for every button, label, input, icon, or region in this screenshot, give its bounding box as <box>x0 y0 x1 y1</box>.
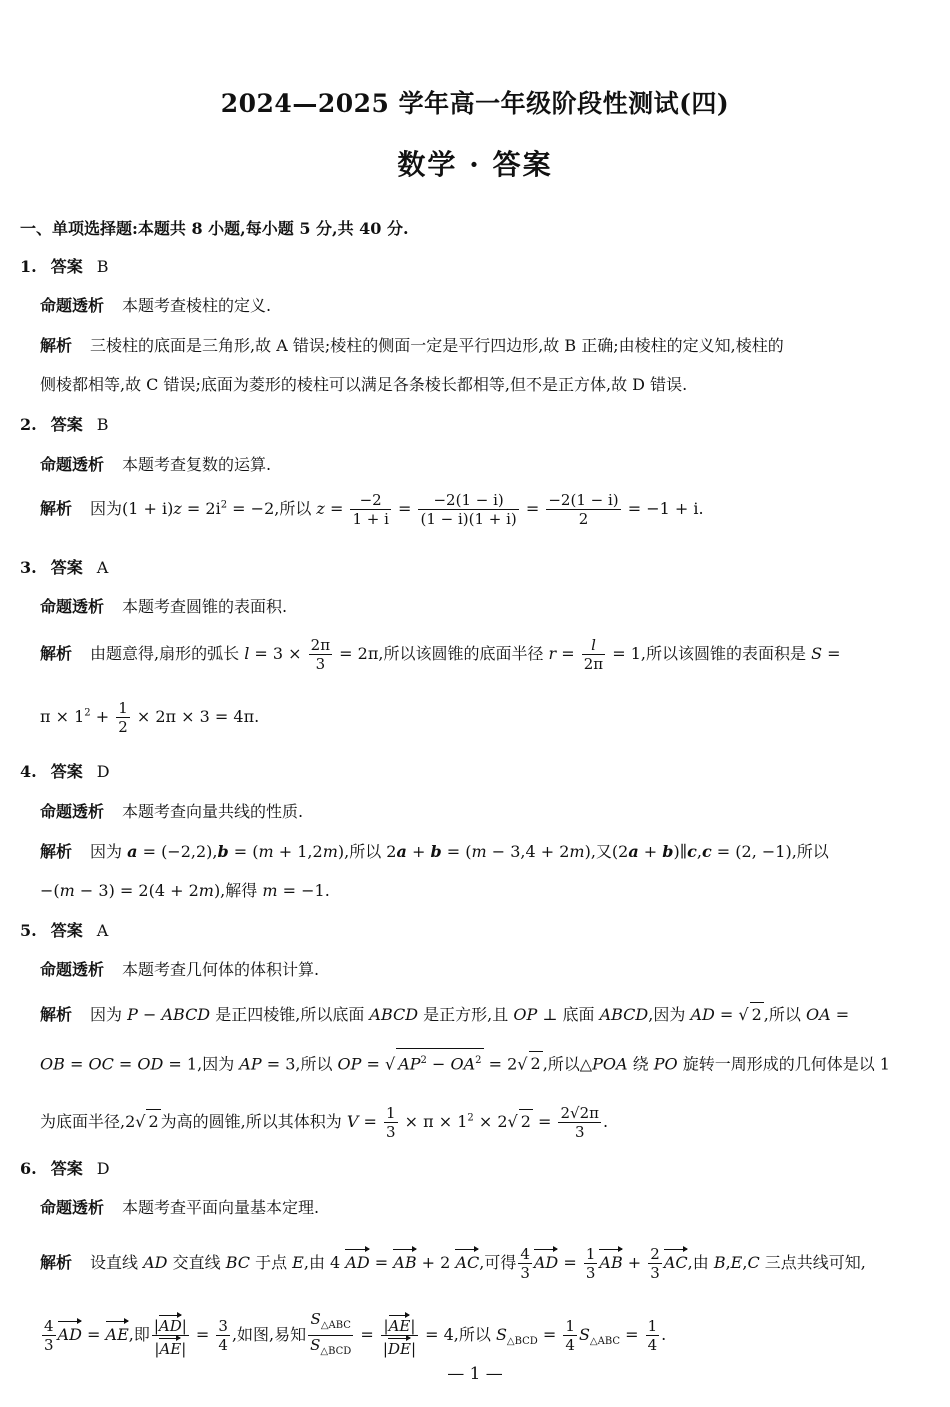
q2-answer <box>20 413 108 437</box>
answer-label: 答案 <box>50 762 83 781</box>
analysis-label: 解析 <box>40 1253 73 1272</box>
q3-formula1: 由题意得,扇形的弧长 l = 3 × $\frac{2\pi}{3}$ = 2π,所以该圆锥的底面半径 r = $\frac{l}{2\pi}$ = 1,所以该圆锥的表面积是 S = <box>90 636 841 673</box>
q4-analysis-line1 <box>40 840 829 864</box>
q2-answer-value: B <box>96 415 109 434</box>
q3-answer <box>20 556 108 580</box>
q2-number: 2. <box>20 415 37 434</box>
q1-answer-value: B <box>96 257 109 276</box>
q1-analysis-line1 <box>40 334 784 358</box>
q5-answer-value: A <box>96 921 109 940</box>
answer-label: 答案 <box>50 921 83 940</box>
q6-answer <box>20 1157 110 1181</box>
focus-label: 命题透析 <box>40 455 105 474</box>
answer-label: 答案 <box>50 415 83 434</box>
analysis-label: 解析 <box>40 499 73 518</box>
q5-formula1: 因为 P − ABCD 是正四棱锥,所以底面 ABCD 是正方形,且 OP ⊥ 底面 ABCD,因为 AD = √ 2 ,所以 OA = <box>90 1005 849 1024</box>
q5-analysis-line3: 为底面半径,2√ 2 为高的圆锥,所以其体积为 V = $\frac{1}{3}$ × $\pi \times 1^2 \times 2√$ 2 = $\frac{2√2\pi}{3}$ . <box>40 1104 609 1141</box>
q4-formula1: 因为 a = (−2,2),b = (m + 1,2m),所以 2a + b = (m − 3,4 + 2m),又(2a + b)∥c,c = (2, −1),所以 <box>90 842 829 861</box>
focus-label: 命题透析 <box>40 960 105 979</box>
q1-number: 1. <box>20 257 37 276</box>
q1-analysis-line2: 侧棱都相等,故 C 错误;底面为菱形的棱柱可以满足各条棱长都相等,但不是正方体,故 D 错误. <box>40 375 688 394</box>
q6-formula1: 设直线 AD 交直线 BC 于点 E,由 4 AD = AB + 2 AC,可得 $\frac{4}{3}$ AD = $\frac{1}{3}$ AB + $\frac{2}{3}$ AC,由 B,E,C 三点共线可知, <box>90 1245 866 1282</box>
q3-analysis-line1 <box>40 636 841 673</box>
q3-analysis-line2: $\pi \times 1^2$ + $\frac{1}{2}$ × 2π × 3 = 4π. <box>40 699 260 736</box>
q3-focus-text: 本题考查圆锥的表面积. <box>122 597 288 616</box>
q6-analysis-line2: $\frac{4}{3}$ AD = AE,即 $\frac{|AD|}{|AE|}$ = $\frac{3}{4}$ ,如图,易知 $\frac{S_{\triangle ABC}}{S_{\triangle BCD}}$ = $\frac{|AE|}{|DE|}$ = 4,所以 $S_{\triangle BCD}$ = $\frac{1}{4}$ $S_{\triangle ABC}$ = $\frac{1}{4}$ . <box>44 1310 667 1358</box>
q4-answer-value: D <box>96 762 110 781</box>
analysis-label: 解析 <box>40 644 73 663</box>
q4-focus-text: 本题考查向量共线的性质. <box>122 802 304 821</box>
q1-analysis-text1: 三棱柱的底面是三角形,故 A 错误;棱柱的侧面一定是平行四边形,故 B 正确;由棱柱的定义知,棱柱的 <box>90 336 784 355</box>
page-number: — 1 — <box>447 1364 503 1384</box>
q3-number: 3. <box>20 558 37 577</box>
q6-focus <box>40 1196 319 1220</box>
page-subtitle: 数学 · 答案 <box>397 148 553 181</box>
q6-answer-value: D <box>96 1159 110 1178</box>
answer-label: 答案 <box>50 558 83 577</box>
q2-focus <box>40 453 271 477</box>
analysis-label: 解析 <box>40 842 73 861</box>
q5-focus <box>40 958 319 982</box>
q6-analysis-line1 <box>40 1245 866 1282</box>
q4-focus <box>40 800 303 824</box>
q5-analysis-line2: OB = OC = OD = 1,因为 AP = 3,所以 OP = √ $AP^2 - OA^2 = 2√$ 2 ,所以△POA 绕 PO 旋转一周形成的几何体是以 1 <box>40 1048 890 1076</box>
q2-formula: 因为$(1 + i)z = 2i^2 = -2$,所以 z = $\frac{-2}{1 + i}$ = $\frac{-2(1 - i)}{(1 - i)(1 + i)}$ = $\frac{-2(1 - i)}{2}$ = −1 + i. <box>90 491 704 528</box>
q4-analysis-line2: −(m − 3) = 2(4 + 2m),解得 m = −1. <box>40 881 330 900</box>
q3-answer-value: A <box>96 558 109 577</box>
analysis-label: 解析 <box>40 1005 73 1024</box>
answer-label: 答案 <box>50 257 83 276</box>
q4-answer <box>20 760 110 784</box>
page-title: 2024—2025 学年高一年级阶段性测试(四) <box>220 89 730 118</box>
q5-focus-text: 本题考查几何体的体积计算. <box>122 960 320 979</box>
q1-focus <box>40 294 271 318</box>
q1-focus-text: 本题考查棱柱的定义. <box>122 296 272 315</box>
q6-focus-text: 本题考查平面向量基本定理. <box>122 1198 320 1217</box>
q6-number: 6. <box>20 1159 37 1178</box>
q2-analysis <box>40 491 704 528</box>
q5-answer <box>20 919 108 943</box>
q4-number: 4. <box>20 762 37 781</box>
focus-label: 命题透析 <box>40 802 105 821</box>
focus-label: 命题透析 <box>40 597 105 616</box>
q5-number: 5. <box>20 921 37 940</box>
focus-label: 命题透析 <box>40 296 105 315</box>
answer-label: 答案 <box>50 1159 83 1178</box>
q5-analysis-line1 <box>40 1002 849 1027</box>
focus-label: 命题透析 <box>40 1198 105 1217</box>
q2-focus-text: 本题考查复数的运算. <box>122 455 272 474</box>
q3-focus <box>40 595 287 619</box>
analysis-label: 解析 <box>40 336 73 355</box>
section-heading: 一、单项选择题:本题共 8 小题,每小题 5 分,共 40 分. <box>20 219 409 238</box>
q1-answer <box>20 255 108 279</box>
